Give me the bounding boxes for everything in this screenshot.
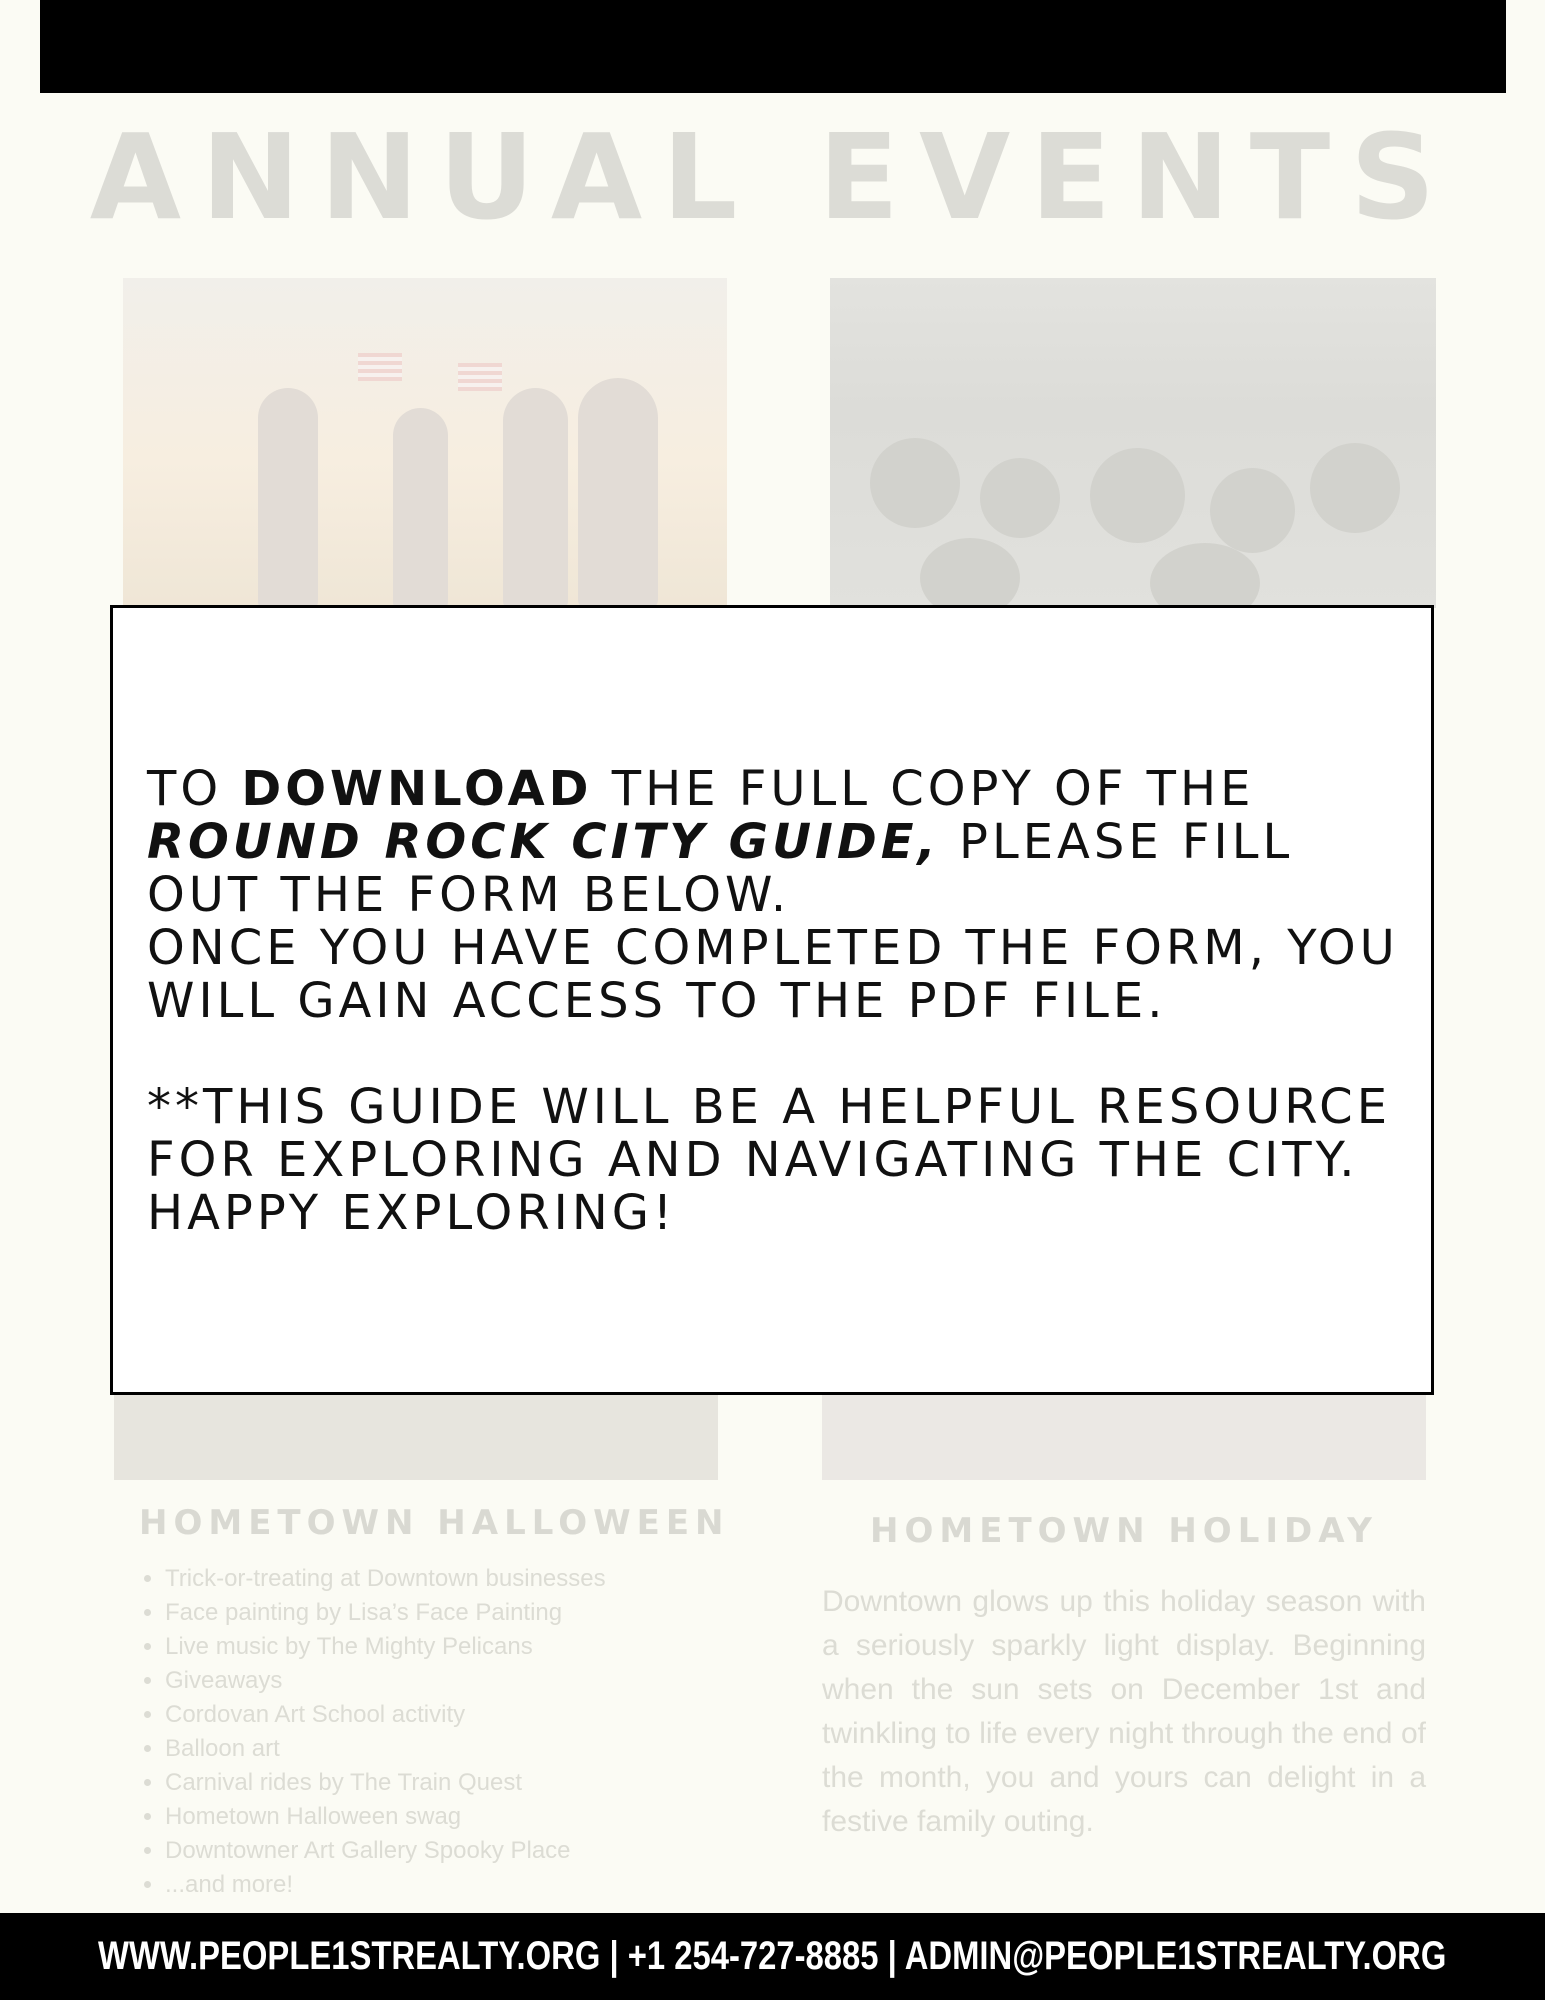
hometown-halloween-heading: HOMETOWN HALLOWEEN (139, 1503, 730, 1543)
page-title: ANNUAL EVENTS (89, 108, 1456, 246)
list-item: • Downtowner Art Gallery Spooky Place (165, 1834, 606, 1868)
download-guide-modal (110, 605, 1434, 1395)
footer-bar (0, 1913, 1545, 2000)
modal-line2-post: PLEASE FILL OUT THE FORM BELOW. (147, 814, 1294, 923)
download-emphasis: DOWNLOAD (241, 761, 593, 817)
list-item: • Face painting by Lisa’s Face Painting (165, 1596, 606, 1630)
modal-message (147, 763, 1417, 1240)
footer-contact-text: WWW.PEOPLE1STREALTY.ORG | +1 254-727-8885 | ADMIN@PEOPLE1STREALTY.ORG (98, 1934, 1447, 1978)
hometown-holiday-heading: HOMETOWN HOLIDAY (870, 1511, 1378, 1551)
holiday-description: Downtown glows up this holiday season with a seriously sparkly light display. Beginning when the sun sets on December 1st and twinkling to life every night through the end of the month, you and yours can delight in a festive family outing. (822, 1585, 1426, 1838)
modal-line1-pre: TO (147, 761, 242, 817)
list-item: • Trick-or-treating at Downtown businesses (165, 1562, 606, 1596)
list-item: • Carnival rides by The Train Quest (165, 1766, 606, 1800)
holiday-photo (822, 1390, 1426, 1480)
halloween-activity-list (143, 1562, 606, 1902)
holiday-market-photo (830, 278, 1436, 608)
halloween-photo (114, 1390, 718, 1480)
guide-title: ROUND ROCK CITY GUIDE, (147, 814, 940, 870)
list-item: • Giveaways (165, 1664, 606, 1698)
modal-line4: **THIS GUIDE WILL BE A HELPFUL RESOURCE FOR EXPLORING AND NAVIGATING THE CITY. HAPPY EXPLORING! (147, 1079, 1392, 1241)
list-item: • Cordovan Art School activity (165, 1698, 606, 1732)
fourth-of-july-photo (123, 278, 727, 608)
list-item: • Hometown Halloween swag (165, 1800, 606, 1834)
list-item: • ...and more! (165, 1868, 606, 1902)
modal-line1-post: THE FULL COPY OF THE (592, 761, 1255, 817)
list-item: • Balloon art (165, 1732, 606, 1766)
top-black-bar (40, 0, 1506, 93)
list-item: • Live music by The Mighty Pelicans (165, 1630, 606, 1664)
modal-line3: ONCE YOU HAVE COMPLETED THE FORM, YOU WILL GAIN ACCESS TO THE PDF FILE. (147, 920, 1399, 1029)
